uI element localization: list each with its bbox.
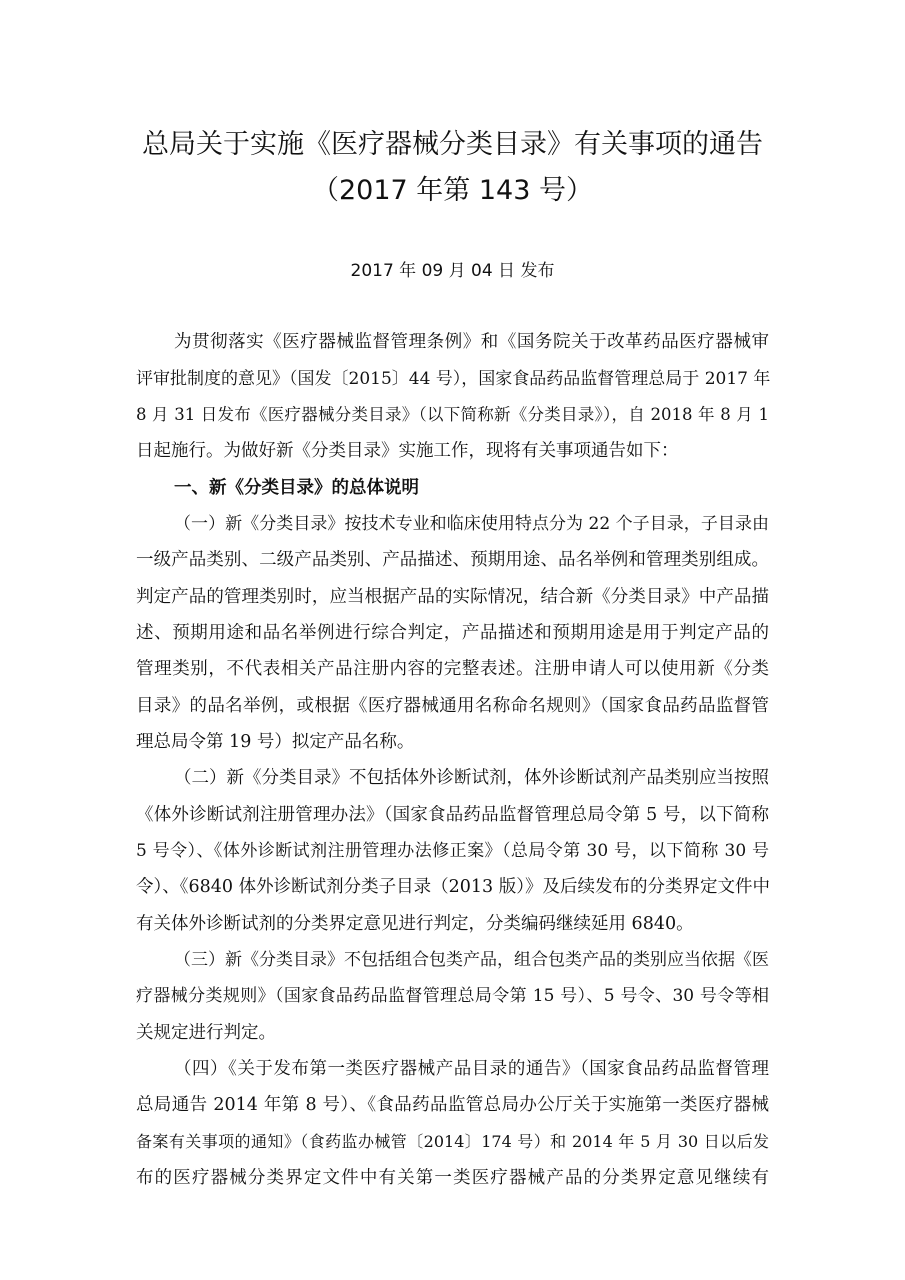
paragraph-line: 理总局令第 19 号）拟定产品名称。 <box>136 732 415 752</box>
paragraph-line: 总局通告 2014 年第 8 号）、《食品药品监管总局办公厅关于实施第一类医疗器械 <box>136 1095 769 1115</box>
paragraph-line: 令）、《6840 体外诊断试剂分类子目录（2013 版）》及后续发布的分类界定文件中 <box>136 877 770 897</box>
paragraph-line: 有关体外诊断试剂的分类界定意见进行判定，分类编码继续延用 6840。 <box>136 914 694 934</box>
paragraph-line: 备案有关事项的通知》（食药监办械管〔2014〕174 号）和 2014 年 5 月 30 日以后发 <box>136 1132 769 1151</box>
paragraph-line: 目录》的品名举例，或根据《医疗器械通用名称命名规则》（国家食品药品监督管 <box>136 696 769 716</box>
paragraph-line: 8 月 31 日发布《医疗器械分类目录》（以下简称新《分类目录》），自 2018 年 8 月 1 <box>136 405 769 424</box>
paragraph-line: 为贯彻落实《医疗器械监督管理条例》和《国务院关于改革药品医疗器械审 <box>174 332 769 352</box>
paragraph-line: （四）《关于发布第一类医疗器械产品目录的通告》（国家食品药品监督管理 <box>174 1059 769 1079</box>
paragraph-line: 关规定进行判定。 <box>136 1023 276 1043</box>
section-heading: 一、新《分类目录》的总体说明 <box>174 478 419 498</box>
document-number: （2017 年第 143 号） <box>312 175 593 206</box>
paragraph-line: 布的医疗器械分类界定文件中有关第一类医疗器械产品的分类界定意见继续有 <box>136 1168 769 1188</box>
paragraph-line: 5 号令）、《体外诊断试剂注册管理办法修正案》（总局令第 30 号，以下简称 30 号 <box>136 841 769 861</box>
document-title: 总局关于实施《医疗器械分类目录》有关事项的通告 <box>142 129 763 160</box>
paragraph-line: 评审批制度的意见》（国发〔2015〕44 号），国家食品药品监督管理总局于 2017 年 <box>136 369 771 389</box>
paragraph-line: 述、预期用途和品名举例进行综合判定，产品描述和预期用途是用于判定产品的 <box>136 623 769 643</box>
paragraph-line: 判定产品的管理类别时，应当根据产品的实际情况，结合新《分类目录》中产品描 <box>136 587 769 607</box>
paragraph-line: （二）新《分类目录》不包括体外诊断试剂，体外诊断试剂产品类别应当按照 <box>174 768 769 788</box>
paragraph-line: （一）新《分类目录》按技术专业和临床使用特点分为 22 个子目录，子目录由 <box>174 514 769 534</box>
paragraph-line: 管理类别，不代表相关产品注册内容的完整表述。注册申请人可以使用新《分类 <box>136 659 769 679</box>
paragraph-line: 《体外诊断试剂注册管理办法》（国家食品药品监督管理总局令第 5 号，以下简称 <box>136 805 769 825</box>
paragraph-line: 一级产品类别、二级产品类别、产品描述、预期用途、品名举例和管理类别组成。 <box>136 550 769 570</box>
publish-date: 2017 年 09 月 04 日 发布 <box>350 261 555 281</box>
paragraph-line: （三）新《分类目录》不包括组合包类产品，组合包类产品的类别应当依据《医 <box>174 950 769 970</box>
paragraph-line: 疗器械分类规则》（国家食品药品监督管理总局令第 15 号）、5 号令、30 号令等相 <box>136 986 769 1006</box>
paragraph-line: 日起施行。为做好新《分类目录》实施工作，现将有关事项通告如下： <box>136 441 679 461</box>
